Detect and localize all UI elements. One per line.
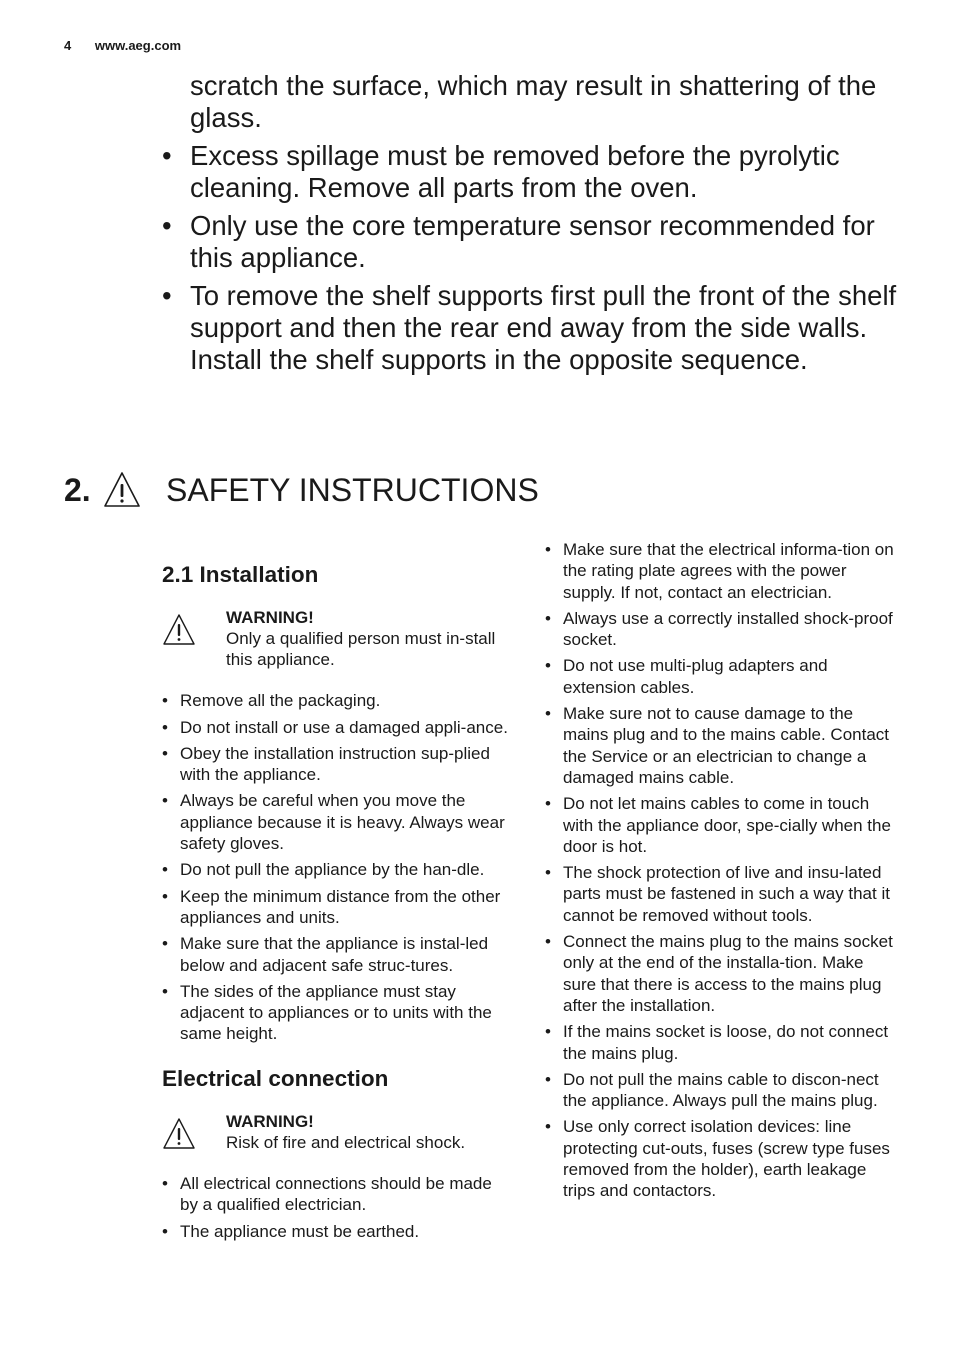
electrical-warning — [162, 1111, 512, 1153]
intro-text — [162, 70, 907, 382]
intro-bullet: • Excess spillage must be removed before the pyrolytic cleaning. Remove all parts from the oven. — [162, 140, 907, 204]
list-item: • Do not let mains cables to come in touch with the appliance door, spe-cially when the door is hot. — [545, 793, 901, 857]
list-item: • Always use a correctly installed shock-proof socket. — [545, 608, 901, 651]
list-item: • Use only correct isolation devices: line protecting cut-outs, fuses (screw type fuses removed from the holder), earth leakage trips and contactors. — [545, 1116, 901, 1201]
intro-bullet-list — [162, 140, 907, 376]
installation-warning — [162, 607, 512, 670]
list-item: • All electrical connections should be made by a qualified electrician. — [162, 1173, 512, 1216]
installation-heading — [162, 560, 512, 589]
electrical-list-continued — [545, 539, 901, 1202]
list-item: • Make sure not to cause damage to the mains plug and to the mains cable. Contact the Service or an electrician to change a damaged mains cable. — [545, 703, 901, 788]
list-item: • Do not install or use a damaged appli-ance. — [162, 717, 512, 738]
section-number: 2. — [64, 471, 91, 508]
left-column — [162, 560, 512, 1247]
section-title: SAFETY INSTRUCTIONS — [166, 471, 539, 508]
warning-title: WARNING! — [226, 1111, 314, 1131]
page-header — [64, 38, 181, 53]
list-item: • Always be careful when you move the appliance because it is heavy. Always wear safety gloves. — [162, 790, 512, 854]
list-item: • If the mains socket is loose, do not connect the mains plug. — [545, 1021, 901, 1064]
warning-text: Only a qualified person must in-stall this appliance. — [226, 629, 496, 670]
list-item: • Keep the minimum distance from the other appliances and units. — [162, 886, 512, 929]
list-item: • Remove all the packaging. — [162, 690, 512, 711]
intro-continuation: scratch the surface, which may result in shattering of the glass. — [190, 70, 877, 133]
list-item: • The shock protection of live and insu-lated parts must be fastened in such a way that it cannot be removed without tools. — [545, 862, 901, 926]
intro-bullet: • Only use the core temperature sensor recommended for this appliance. — [162, 210, 907, 274]
list-item: • Make sure that the electrical informa-tion on the rating plate agrees with the power supply. If not, contact an electrician. — [545, 539, 901, 603]
warning-text: Risk of fire and electrical shock. — [226, 1132, 466, 1152]
website-url[interactable]: www.aeg.com — [94, 38, 182, 53]
list-item: • Make sure that the appliance is instal-led below and adjacent safe struc-tures. — [162, 933, 512, 976]
subsection-title: Installation — [199, 562, 319, 587]
warning-triangle-icon — [102, 470, 142, 510]
right-column — [545, 539, 901, 1207]
installation-list — [162, 690, 512, 1044]
electrical-heading: Electrical connection — [162, 1065, 389, 1091]
warning-triangle-icon — [162, 1117, 196, 1151]
warning-title: WARNING! — [226, 608, 314, 628]
warning-triangle-icon — [162, 613, 196, 647]
list-item: • Connect the mains plug to the mains socket only at the end of the installa-tion. Make sure that there is access to the mains plug after the installation. — [545, 931, 901, 1016]
page-number: 4 — [64, 38, 72, 53]
list-item: • The sides of the appliance must stay adjacent to appliances or to units with the same height. — [162, 981, 512, 1045]
section-heading — [64, 470, 539, 510]
electrical-list — [162, 1173, 512, 1242]
intro-bullet: • To remove the shelf supports first pull the front of the shelf support and then the rear end away from the side walls. Install the shelf supports in the opposite sequence. — [162, 280, 907, 376]
list-item: • Do not pull the appliance by the han-dle. — [162, 859, 512, 880]
subsection-number: 2.1 — [162, 562, 194, 587]
list-item: • Do not use multi-plug adapters and extension cables. — [545, 655, 901, 698]
list-item: • Obey the installation instruction sup-plied with the appliance. — [162, 743, 512, 786]
list-item: • Do not pull the mains cable to discon-nect the appliance. Always pull the mains plug. — [545, 1069, 901, 1112]
list-item: • The appliance must be earthed. — [162, 1221, 512, 1242]
